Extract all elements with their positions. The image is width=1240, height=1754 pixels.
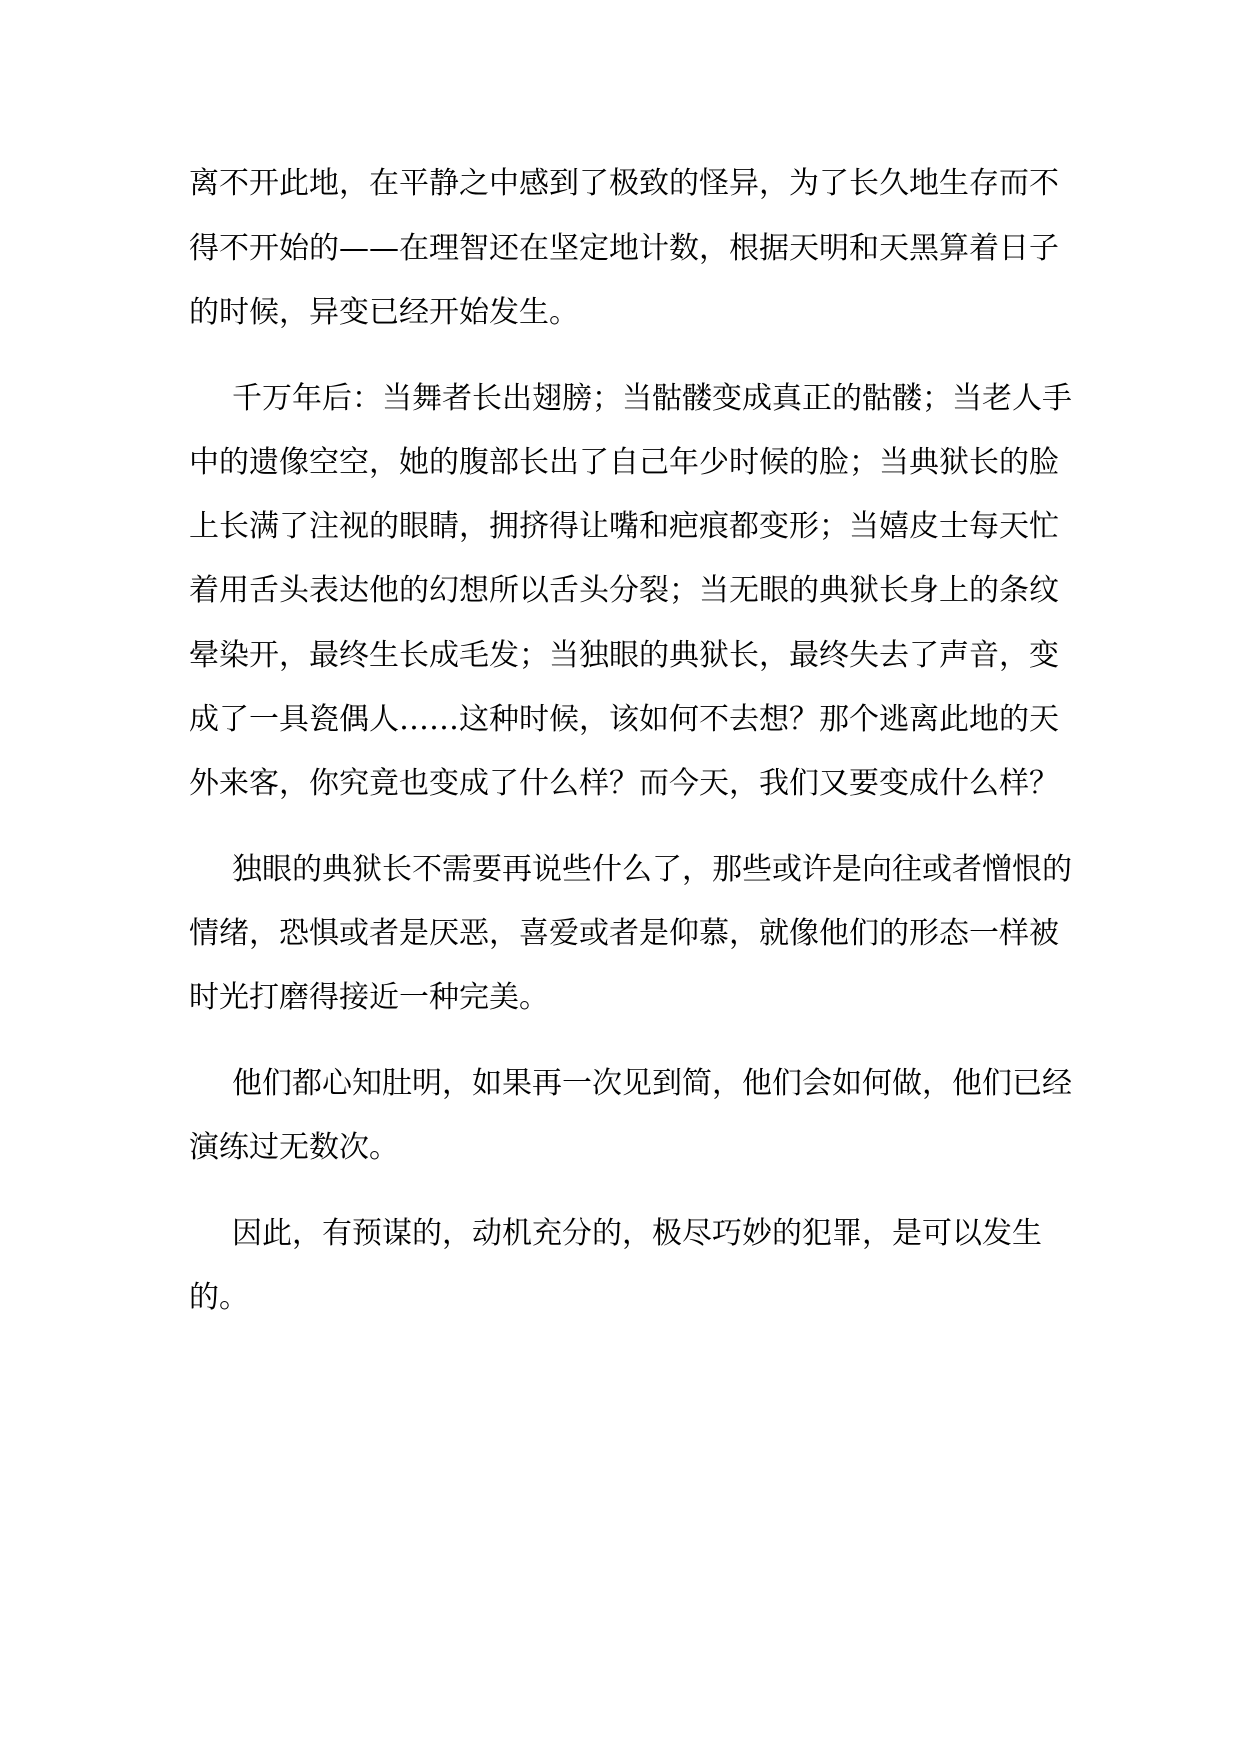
text-line: 因此，有预谋的，动机充分的，极尽巧妙的犯罪，是可以发生 — [232, 1216, 1042, 1251]
text-line: 得不开始的——在理智还在坚定地计数，根据天明和天黑算着日子 — [189, 231, 1059, 266]
text-line: 上长满了注视的眼睛，拥挤得让嘴和疤痕都变形；当嬉皮士每天忙 — [189, 509, 1059, 544]
text-line: 的。 — [189, 1280, 249, 1315]
text-line: 离不开此地，在平静之中感到了极致的怪异，为了长久地生存而不 — [189, 166, 1059, 201]
text-line: 演练过无数次。 — [189, 1130, 399, 1165]
text-line: 时光打磨得接近一种完美。 — [189, 980, 549, 1015]
text-line: 中的遗像空空，她的腹部长出了自己年少时候的脸；当典狱长的脸 — [189, 445, 1059, 480]
text-line: 的时候，异变已经开始发生。 — [189, 295, 579, 330]
text-line: 晕染开，最终生长成毛发；当独眼的典狱长，最终失去了声音，变 — [189, 638, 1059, 673]
text-line: 情绪，恐惧或者是厌恶，喜爱或者是仰慕，就像他们的形态一样被 — [189, 916, 1059, 951]
text-line: 千万年后：当舞者长出翅膀；当骷髅变成真正的骷髅；当老人手 — [232, 381, 1072, 416]
text-line: 外来客，你究竟也变成了什么样？而今天，我们又要变成什么样？ — [189, 766, 1059, 801]
text-line: 成了一具瓷偶人……这种时候，该如何不去想？那个逃离此地的天 — [189, 702, 1059, 737]
text-line: 独眼的典狱长不需要再说些什么了，那些或许是向往或者憎恨的 — [232, 852, 1072, 887]
text-line: 他们都心知肚明，如果再一次见到简，他们会如何做，他们已经 — [232, 1066, 1072, 1101]
text-line: 着用舌头表达他的幻想所以舌头分裂；当无眼的典狱长身上的条纹 — [189, 573, 1059, 608]
